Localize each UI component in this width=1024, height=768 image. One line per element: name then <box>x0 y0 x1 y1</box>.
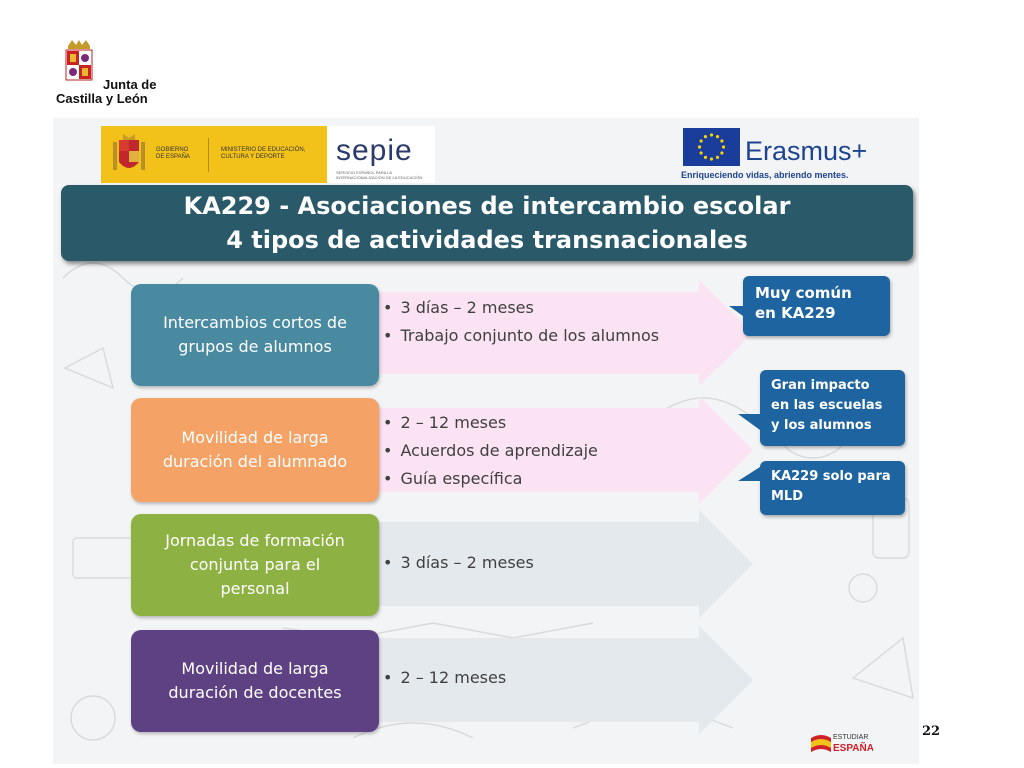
slide-title: KA229 - Asociaciones de intercambio escolar <box>183 192 791 220</box>
bullet-item: • 2 – 12 meses <box>383 409 598 437</box>
jcyl-line-2: Castilla y León <box>56 91 148 106</box>
estudiar-line-2: ESPAÑA <box>833 743 873 754</box>
jcyl-wordmark <box>56 78 156 106</box>
card-line: Movilidad de larga <box>181 428 329 447</box>
gobierno-text: GOBIERNO DE ESPAÑA <box>156 147 190 160</box>
callout-muy-comun <box>743 276 890 336</box>
card-line: grupos de alumnos <box>178 337 332 356</box>
erasmus-tagline: Enriqueciendo vidas, abriendo mentes. <box>681 170 849 180</box>
estudiar-line-1: ESTUDIAR <box>833 734 869 741</box>
sepie-wordmark: sepie <box>336 134 413 167</box>
bullet-item: • Trabajo conjunto de los alumnos <box>383 322 659 350</box>
bullet-item: • Guía específica <box>383 465 598 493</box>
page-number: 22 <box>922 724 941 739</box>
activity-card-staff-training <box>131 514 379 616</box>
callout-ka229-mld <box>760 461 905 515</box>
spain-coat-of-arms-icon <box>111 134 147 176</box>
card-line: Jornadas de formación <box>165 531 345 550</box>
junta-castilla-leon-logo <box>56 40 176 112</box>
bullet-item: • Acuerdos de aprendizaje <box>383 437 598 465</box>
callout-line: Muy común <box>755 284 852 302</box>
card-line: duración del alumnado <box>162 452 348 471</box>
callout-line: KA229 solo para <box>771 469 891 484</box>
bullet-list-1 <box>383 294 659 350</box>
callout-line: en las escuelas <box>771 398 883 413</box>
card-line: duración de docentes <box>168 683 342 702</box>
slide <box>53 118 919 764</box>
spain-flag-swoosh-icon <box>809 728 873 756</box>
title-banner <box>61 185 913 261</box>
bullet-item: • 2 – 12 meses <box>383 664 506 692</box>
card-line: personal <box>220 579 290 598</box>
callout-line: Gran impacto <box>771 378 870 393</box>
card-line: conjunta para el <box>189 555 321 574</box>
ministry-text: MINISTERIO DE EDUCACIÓN, CULTURA Y DEPORTE <box>221 147 306 160</box>
callout-line: MLD <box>771 489 804 504</box>
erasmus-plus-logo <box>679 124 879 182</box>
callout-tail <box>729 306 743 316</box>
slide-subtitle: 4 tipos de actividades transnacionales <box>226 226 748 254</box>
activity-card-long-term-pupils <box>131 398 379 502</box>
callout-gran-impacto <box>760 370 905 446</box>
sepie-logo <box>327 126 435 183</box>
jcyl-line-1: Junta de <box>103 77 157 92</box>
divider <box>208 138 209 172</box>
eu-flag-icon <box>683 128 740 166</box>
bullet-list-4 <box>383 664 506 692</box>
activity-card-short-exchanges <box>131 284 379 386</box>
bullet-item: • 3 días – 2 meses <box>383 549 534 577</box>
sepie-subtitle: SERVICIO ESPAÑOL PARA LA INTERNACIONALIZACIÓN DE LA EDUCACIÓN <box>336 170 423 180</box>
callout-tail <box>738 467 760 481</box>
bullet-list-2 <box>383 409 598 493</box>
callout-line: en KA229 <box>755 304 836 322</box>
bullet-list-3 <box>383 549 534 577</box>
callout-tail <box>738 414 760 430</box>
card-line: Intercambios cortos de <box>163 313 347 332</box>
activity-card-long-term-teachers <box>131 630 379 732</box>
bullet-item: • 3 días – 2 meses <box>383 294 659 322</box>
estudiar-espana-logo <box>809 728 873 756</box>
erasmus-wordmark: Erasmus+ <box>745 136 868 166</box>
card-line: Movilidad de larga <box>181 659 329 678</box>
gobierno-espana-logo <box>101 126 327 183</box>
callout-line: y los alumnos <box>771 418 872 433</box>
